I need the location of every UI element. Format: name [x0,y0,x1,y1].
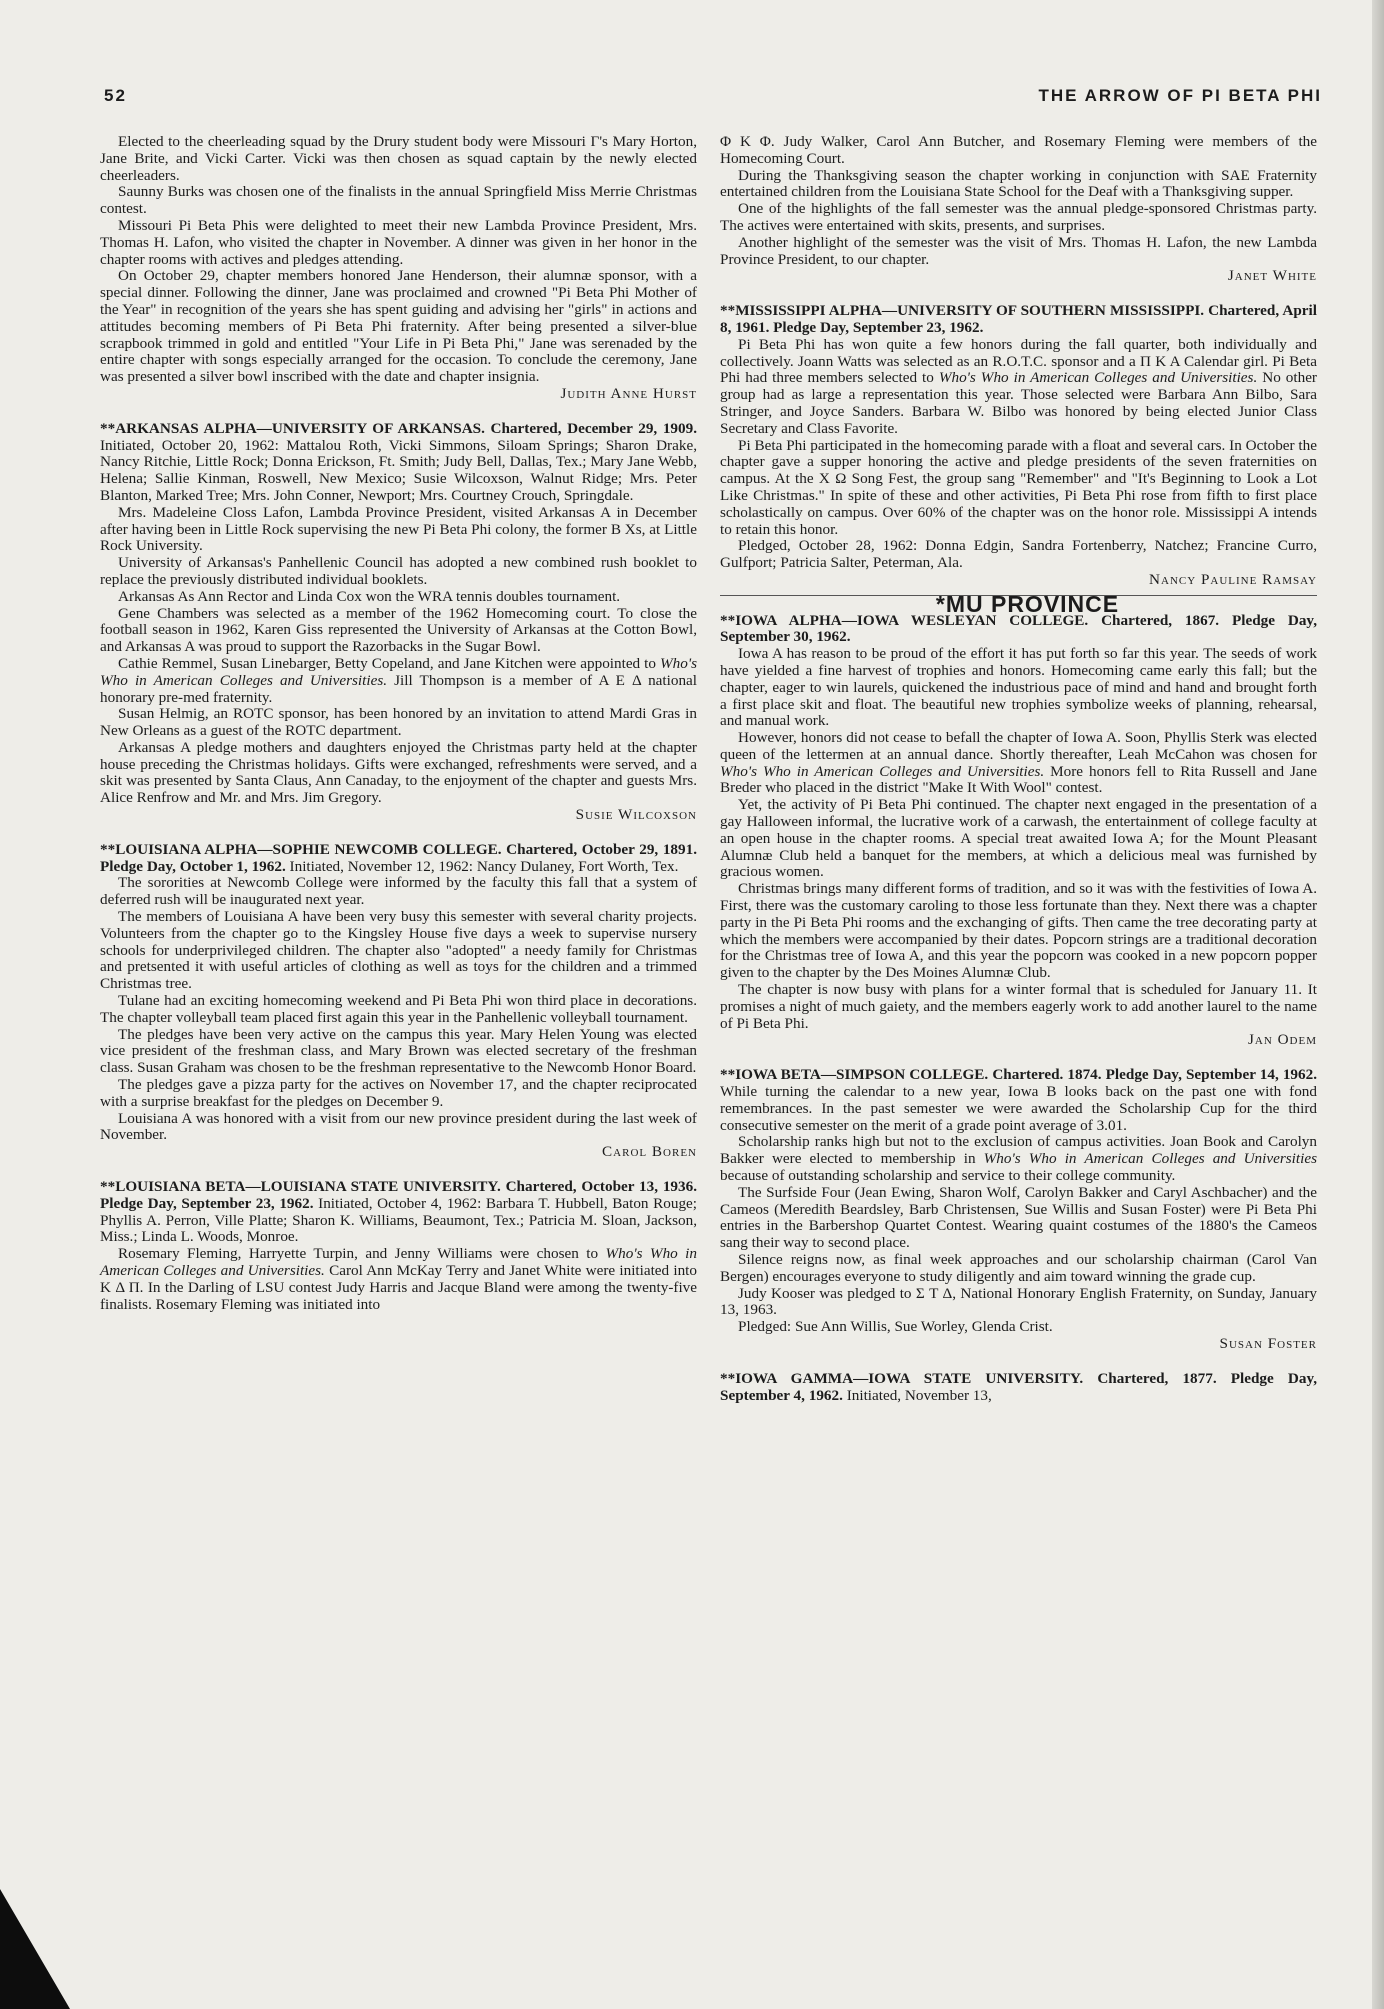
signature: Janet White [1227,267,1317,285]
paragraph: One of the highlights of the fall semester was the annual pledge-sponsored Christmas party. The actives were entertained with skits, presents, and surprises. [720,200,1317,234]
paragraph: Scholarship ranks high but not to the exclusion of campus activities. Joan Book and Carolyn Bakker were elected to membership in Who's Who in American Colleges and Universities because of outstanding scholarship and service to their college community. [720,1133,1317,1185]
chapter-heading-mississippi-alpha: **MISSISSIPPI ALPHA—UNIVERSITY OF SOUTHERN MISSISSIPPI. Chartered, April 8, 1961. Pledge Day, September 23, 1962. [720,302,1317,336]
paragraph: Arkansas As Ann Rector and Linda Cox won the WRA tennis doubles tournament. [118,587,621,605]
running-title: THE ARROW OF PI BETA PHI [1038,86,1322,105]
page-edge [1372,0,1384,2009]
paragraph: Silence reigns now, as final week approaches and our scholarship chairman (Carol Van Bergen) encourages everyone to study diligently and aim toward winning the grade cup. [720,1251,1317,1285]
paragraph: Susan Helmig, an ROTC sponsor, has been honored by an invitation to attend Mardi Gras in New Orleans as a guest of the ROTC department. [100,705,697,740]
paragraph: Pi Beta Phi has won quite a few honors during the fall quarter, both individually and collectively. Joann Watts was selected as an R.O.T.C. sponsor and a Π K A Calendar girl. Pi Beta Phi had three members selected to Who's Who in American Colleges and Universities. No other group had as large a representation this year. Those selected were Barbara Ann Bilbo, Sara Stringer, and Joyce Sanders. Barbara W. Bilbo was honored by being elected Junior Class Secretary and Class Favorite. [720,335,1317,437]
paragraph: Another highlight of the semester was the visit of Mrs. Thomas H. Lafon, the new Lambda Province President, to our chapter. [720,233,1317,268]
right-column [720,134,1317,1404]
paragraph: Saunny Burks was chosen one of the finalists in the annual Springfield Miss Merrie Christmas contest. [100,183,697,218]
paragraph: Louisiana A was honored with a visit from our new province president during the last week of November. [100,1109,697,1144]
paragraph: Iowa A has reason to be proud of the effort it has put forth so far this year. The seeds of work have yielded a fine harvest of trophies and honors. Homecoming came early this fall; but the chapter, eager to win laurels, quickened the industrious pace of mind and hand and brought forth a first place skit and float. The beautiful new trophies symbolize weeks of planning, rehearsal, and manual work. [720,645,1317,730]
signature: Nancy Pauline Ramsay [1149,570,1317,588]
left-column [100,134,697,1313]
chapter-heading-iowa-alpha: **IOWA ALPHA—IOWA WESLEYAN COLLEGE. Chartered, 1867. Pledge Day, September 30, 1962. [720,611,1317,646]
paragraph: The Surfside Four (Jean Ewing, Sharon Wolf, Carolyn Bakker and Caryl Aschbacher) and the Cameos (Meredith Beardsley, Barb Christensen, Sue Willis and Susan Foster) were Pi Beta Phi entries in the Barbershop Quartet Contest. Wearing quaint costumes of the 1880's the Cameos sang their way to second place. [720,1183,1317,1252]
province-heading: *MU PROVINCE [935,590,1120,617]
chapter-heading-iowa-gamma: **IOWA GAMMA—IOWA STATE UNIVERSITY. Chartered, 1877. Pledge Day, September 4, 1962. Initiated, November 13, [720,1369,1317,1404]
paragraph: Rosemary Fleming, Harryette Turpin, and Jenny Williams were chosen to Who's Who in American Colleges and Universities. Carol Ann McKay Terry and Janet White were initiated into K Δ Π. In the Darling of LSU contest Judy Harris and Jacque Bland were among the twenty-five finalists. Rosemary Fleming was initiated into [100,1245,697,1313]
signature: Jan Odem [1247,1031,1317,1049]
signature: Susie Wilcoxson [575,806,697,824]
paragraph: Pi Beta Phi participated in the homecoming parade with a float and several cars. In October the chapter gave a supper honoring the active and pledge presidents of the seven fraternities on campus. At the X Ω Song Fest, the group sang "Remember" and "It's Beginning to Look a Lot Like Christmas." In spite of these and other activities, Pi Beta Phi rose from fifth to first place scholastically on campus. Over 60% of the chapter was on the honor role. Mississippi A intends to retain this honor. [720,436,1317,538]
paragraph: Mrs. Madeleine Closs Lafon, Lambda Province President, visited Arkansas A in December after having been in Little Rock supervising the new Pi Beta Phi colony, the former B Xs, at Little Rock University. [100,503,697,555]
paragraph: However, honors did not cease to befall the chapter of Iowa A. Soon, Phyllis Sterk was elected queen of the lettermen at an annual dance. Shortly thereafter, Leah McCahon was chosen for Who's Who in American Colleges and Universities. More honors fell to Rita Russell and Jane Breder who placed in the district "Make It With Wool" contest. [720,729,1317,797]
paragraph: Christmas brings many different forms of tradition, and so it was with the festivities of Iowa A. First, there was the customary caroling to those less fortunate than they. Next there was a chapter party in the Pi Beta Phi rooms and the exchanging of gifts. Then came the tree decorating party at which the members were accompanied by their dates. Popcorn strings are a traditional decoration for the Christmas tree of Iowa A, and this year the popcorn was cooked in a new popcorn popper given to the chapter by the Des Moines Alumnæ Club. [720,880,1317,982]
paragraph: Φ K Φ. Judy Walker, Carol Ann Butcher, and Rosemary Fleming were members of the Homecoming Court. [720,133,1317,167]
paragraph: The chapter is now busy with plans for a winter formal that is scheduled for January 11. It promises a night of much gaiety, and the members eagerly work to add another laurel to the name of Pi Beta Phi. [720,981,1317,1032]
paragraph: Tulane had an exciting homecoming weekend and Pi Beta Phi won third place in decorations. The chapter volleyball team placed first again this year in the Panhellenic volleyball tournament. [100,992,697,1026]
paragraph: Gene Chambers was selected as a member of the 1962 Homecoming court. To close the football season in 1962, Karen Giss represented the University of Arkansas at the Cotton Bowl, and Arkansas A was proud to support the Razorbacks in the Sugar Bowl. [100,604,697,656]
paragraph: Yet, the activity of Pi Beta Phi continued. The chapter next engaged in the presentation of a gay Halloween informal, the lucrative work of a carwash, the entertainment of college faculty at an open house in the chapter rooms. A special treat awaited Iowa A; for the Mount Pleasant Alumnæ Club held a banquet for the members, at which a delicious meal was furnished by gracious women. [720,796,1317,881]
signature: Judith Anne Hurst [560,384,697,402]
paragraph: Elected to the cheerleading squad by the Drury student body were Missouri Γ's Mary Horton, Jane Brite, and Vicki Carter. Vicki was then chosen as squad captain by the newly elected cheerleaders. [100,133,697,184]
paragraph: Pledged: Sue Ann Willis, Sue Worley, Glenda Crist. [738,1318,1053,1336]
paragraph: Missouri Pi Beta Phis were delighted to meet their new Lambda Province President, Mrs. Thomas H. Lafon, who visited the chapter in November. A dinner was given in her honor in the chapter rooms with actives and pledges attending. [100,216,697,268]
page-number: 52 [104,86,127,105]
paragraph: During the Thanksgiving season the chapter working in conjunction with SAE Fraternity entertained children from the Louisiana State School for the Deaf with a Thanksgiving supper. [720,166,1317,201]
signature: Susan Foster [1219,1334,1317,1352]
paragraph: The sororities at Newcomb College were informed by the faculty this fall that a system of deferred rush will be inaugurated next year. [100,874,697,909]
page-corner-shadow [0,1889,70,2009]
paragraph: The pledges gave a pizza party for the actives on November 17, and the chapter reciprocated with a surprise breakfast for the pledges on December 9. [100,1076,697,1110]
paragraph: On October 29, chapter members honored Jane Henderson, their alumnæ sponsor, with a special dinner. Following the dinner, Jane was proclaimed and crowned "Pi Beta Phi Mother of the Year" in recognition of the years she has spent guiding and advising her "girls" in actions and attitudes becoming members of Pi Beta Phi fraternity. After being presented a silver-blue scrapbook trimmed in gold and entitled "Your Life in Pi Beta Phi," Jane was serenaded by the entire chapter with songs especially arranged for the occasion. To conclude the ceremony, Jane was presented a silver bowl inscribed with the date and chapter insignia. [100,267,697,386]
paragraph: Judy Kooser was pledged to Σ T Δ, National Honorary English Fraternity, on Sunday, January 13, 1963. [720,1284,1317,1319]
paragraph: The members of Louisiana A have been very busy this semester with several charity projects. Volunteers from the chapter go to the Kingsley House five days a week to supervise nursery schools for underprivileged children. The chapter also "adopted" a needy family for Christmas and pretsented it with useful articles of clothing as well as toys for the children and a trimmed Christmas tree. [100,908,697,993]
paragraph: Pledged, October 28, 1962: Donna Edgin, Sandra Fortenberry, Natchez; Francine Curro, Gulfport; Patricia Salter, Peterman, Ala. [720,537,1317,572]
paragraph: The pledges have been very active on the campus this year. Mary Helen Young was elected vice president of the freshman class, and Mary Brown was elected secretary of the freshman class. Susan Graham was chosen to be the freshman representative to the Newcomb Honor Board. [100,1025,697,1077]
chapter-heading-louisiana-beta: **LOUISIANA BETA—LOUISIANA STATE UNIVERSITY. Chartered, October 13, 1936. Pledge Day, September 23, 1962. Initiated, October 4, 1962: Barbara T. Hubbell, Baton Rouge; Phyllis A. Perron, Ville Platte; Sharon K. Williams, Beaumont, Tex.; Patricia M. Sloan, Jackson, Miss.; Linda L. Woods, Monroe. [100,1178,698,1246]
page-header [104,86,1322,110]
chapter-heading-louisiana-alpha: **LOUISIANA ALPHA—SOPHIE NEWCOMB COLLEGE. Chartered, October 29, 1891. Pledge Day, October 1, 1962. Initiated, November 12, 1962: Nancy Dulaney, Fort Worth, Tex. [100,840,697,875]
signature: Carol Boren [602,1143,697,1161]
paragraph: Arkansas A pledge mothers and daughters enjoyed the Christmas party held at the chapter house preceding the Christmas holidays. Gifts were exchanged, refreshments were served, and a skit was presented by Santa Claus, Ann Canaday, to the enjoyment of the chapter and guests Mrs. Alice Renfrow and Mr. and Mrs. Jim Gregory. [100,738,697,807]
chapter-heading-iowa-beta: **IOWA BETA—SIMPSON COLLEGE. Chartered. 1874. Pledge Day, September 14, 1962. While turning the calendar to a new year, Iowa B looks back on the past one with fond remembrances. In the past semester we were awarded the Scholarship Cup for the third consecutive semester on the merit of a grade point average of 3.01. [720,1066,1317,1134]
paragraph: Cathie Remmel, Susan Linebarger, Betty Copeland, and Jane Kitchen were appointed to Who's Who in American Colleges and Universities. Jill Thompson is a member of A E Δ national honorary pre-med fraternity. [100,654,698,706]
chapter-heading-arkansas-alpha: **ARKANSAS ALPHA—UNIVERSITY OF ARKANSAS. Chartered, December 29, 1909. Initiated, October 20, 1962: Mattalou Roth, Vicki Simmons, Siloam Springs; Sharon Drake, Nancy Ritchie, Little Rock; Donna Erickson, Ft. Smith; Judy Bell, Dallas, Tex.; Mary Jane Webb, Helena; Sallie Kinman, Roswell, New Mexico; Susie Wilcoxson, Walnut Ridge; Mrs. Peter Blanton, Marked Tree; Mrs. John Conner, Newport; Mrs. Courtney Crouch, Springdale. [100,419,697,504]
paragraph: University of Arkansas's Panhellenic Council has adopted a new combined rush booklet to replace the previously distributed individual booklets. [100,554,697,588]
